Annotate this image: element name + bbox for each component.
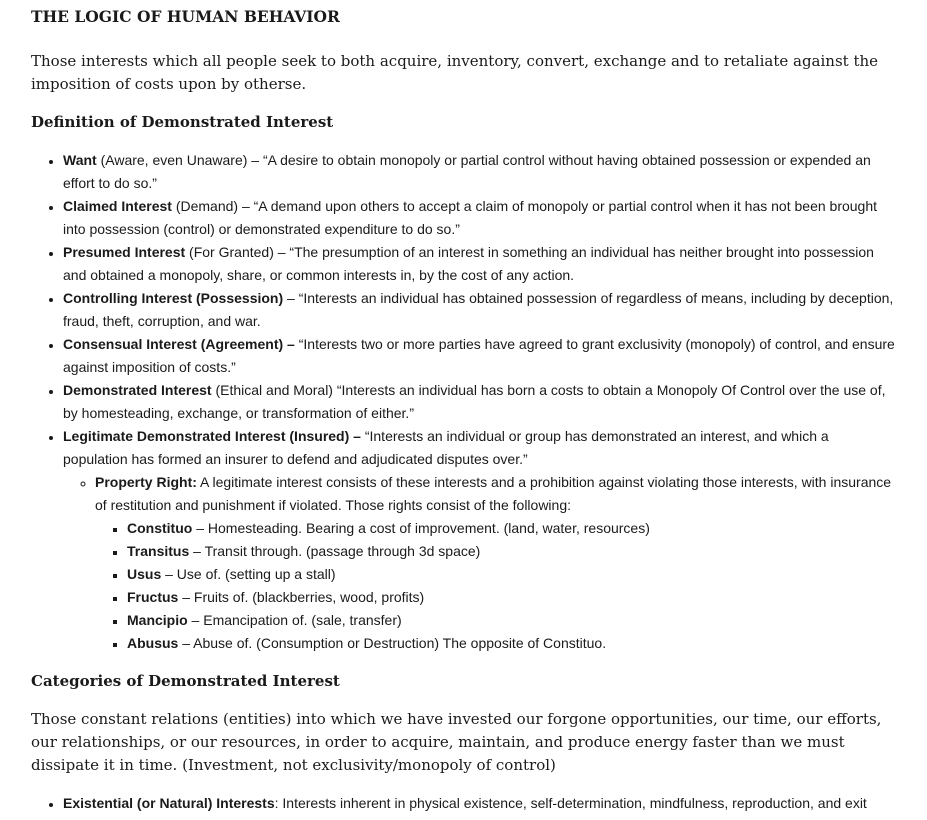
intro-paragraph: Those interests which all people seek to both acquire, inventory, convert, exchange and to retaliate against the imposition of costs upon by otherse.	[31, 52, 879, 93]
categories-list	[31, 792, 897, 815]
term-bold: Fructus	[127, 589, 179, 605]
term-bold: Constituo	[127, 520, 193, 536]
list-item-transitus	[127, 540, 897, 563]
list-item-claimed-interest	[63, 195, 897, 241]
categories-paragraph: Those constant relations (entities) into which we have invested our forgone opportunities, our time, our efforts, our relationships, or our resources, in order to acquire, maintain, and produce energy faster than we must dissipate it in time. (Investment, not exclusivity/monopoly of control)	[31, 710, 882, 774]
list-item-property-right	[95, 471, 897, 655]
list-item-mancipio	[127, 609, 897, 632]
rights-sublist	[95, 517, 897, 655]
property-right-sublist	[63, 471, 897, 655]
item-text: (For Granted) – “The presumption of an interest in something an individual has neither brought into possession and obtained a monopoly, share, or common interests in, by the cost of any action.	[63, 244, 874, 283]
list-item-constituo	[127, 517, 897, 540]
item-text: “Interests two or more parties have agreed to grant exclusivity (monopoly) of control, and ensure against imposition of costs.”	[63, 336, 895, 375]
term-bold: Controlling Interest (Possession)	[63, 290, 284, 306]
item-text: (Ethical and Moral) “Interests an individual has born a costs to obtain a Monopoly Of Control over the use of, by homesteading, exchange, or transformation of either.”	[63, 382, 886, 421]
list-item-demonstrated-interest	[63, 379, 897, 425]
list-item-fructus	[127, 586, 897, 609]
item-text: – Homesteading. Bearing a cost of improvement. (land, water, resources)	[192, 520, 650, 536]
item-text: – Transit through. (passage through 3d space)	[189, 543, 481, 559]
term-bold: Want	[63, 152, 97, 168]
section-heading-categories: Categories of Demonstrated Interest	[31, 672, 340, 690]
item-text: – Fruits of. (blackberries, wood, profits)	[178, 589, 425, 605]
term-bold: Claimed Interest	[63, 198, 172, 214]
list-item-legitimate-demonstrated-interest	[63, 425, 897, 655]
term-bold: Consensual Interest (Agreement) –	[63, 336, 295, 352]
term-bold: Property Right:	[95, 474, 197, 490]
item-text: A legitimate interest consists of these interests and a prohibition against violating those interests, with insurance of restitution and punishment if violated. Those rights consist of the following:	[95, 474, 892, 513]
term-bold: Presumed Interest	[63, 244, 186, 260]
item-text: – “Interests an individual has obtained possession of regardless of means, including by deception, fraud, theft, corruption, and war.	[63, 290, 894, 329]
term-bold: Usus	[127, 566, 162, 582]
list-item-abusus	[127, 632, 897, 655]
term-bold: Transitus	[127, 543, 190, 559]
list-item-want	[63, 149, 897, 195]
list-item-presumed-interest	[63, 241, 897, 287]
item-text: – Abuse of. (Consumption or Destruction) The opposite of Constituo.	[178, 635, 607, 651]
item-text: “Interests an individual or group has demonstrated an interest, and which a population has formed an insurer to defend and adjudicated disputes over.”	[63, 428, 829, 467]
item-text: : Interests inherent in physical existence, self-determination, mindfulness, reproduction, and exit	[274, 795, 867, 811]
item-text: (Demand) – “A demand upon others to accept a claim of monopoly or partial control when it has not been brought into possession (control) or demonstrated expenditure to do so.”	[63, 198, 878, 237]
item-text: – Use of. (setting up a stall)	[161, 566, 336, 582]
section-heading-definition: Definition of Demonstrated Interest	[31, 113, 334, 131]
term-bold: Demonstrated Interest	[63, 382, 212, 398]
term-bold: Existential (or Natural) Interests	[63, 795, 275, 811]
document-title: THE LOGIC OF HUMAN BEHAVIOR	[31, 7, 340, 26]
term-bold: Abusus	[127, 635, 179, 651]
list-item-consensual-interest	[63, 333, 897, 379]
definition-list	[31, 149, 897, 655]
list-item-existential-interests	[63, 792, 897, 815]
item-text: (Aware, even Unaware) – “A desire to obtain monopoly or partial control without having obtained possession or expended an effort to do so.”	[63, 152, 871, 191]
term-bold: Legitimate Demonstrated Interest (Insured) –	[63, 428, 361, 444]
list-item-usus	[127, 563, 897, 586]
term-bold: Mancipio	[127, 612, 188, 628]
item-text: – Emancipation of. (sale, transfer)	[187, 612, 402, 628]
list-item-controlling-interest	[63, 287, 897, 333]
